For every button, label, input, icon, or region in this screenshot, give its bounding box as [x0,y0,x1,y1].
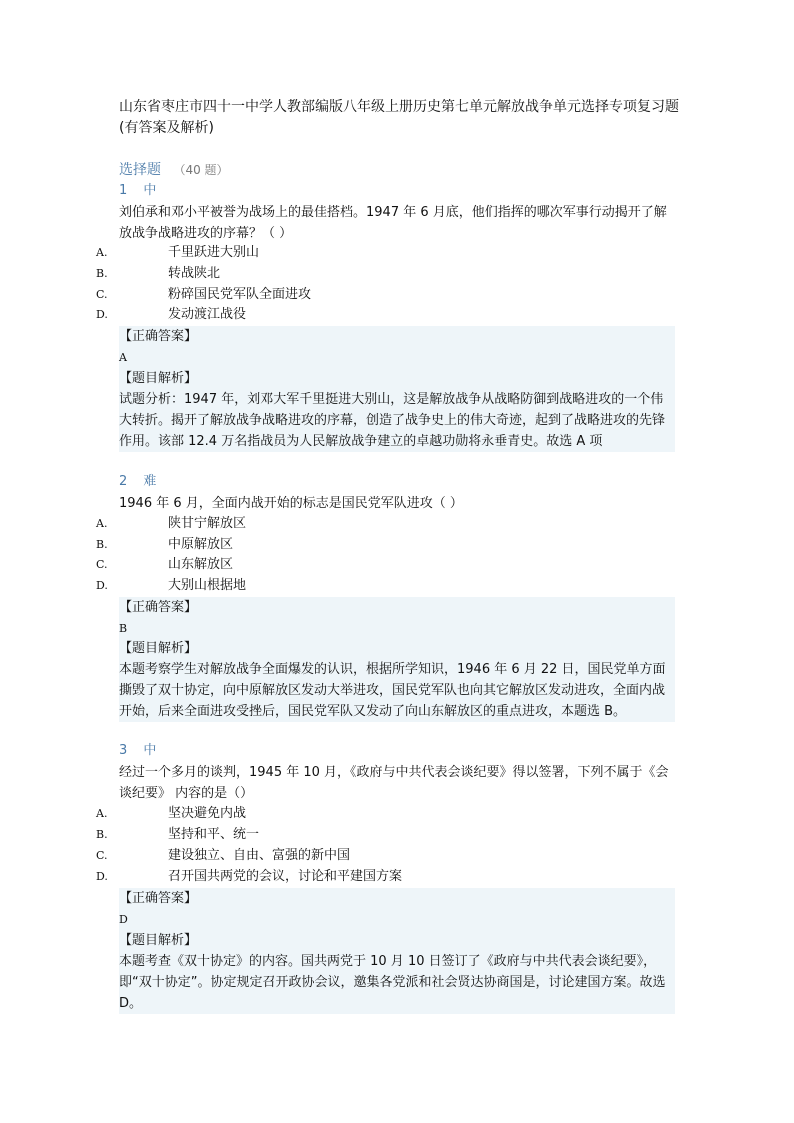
option-letter: D. [96,579,108,592]
option-d [96,305,676,325]
option-letter: C. [96,288,108,301]
option-a [96,243,676,263]
option-text: 陕甘宁解放区 [168,516,247,531]
analysis-heading: 【题目解析】 [119,641,198,656]
option-b [96,825,676,845]
option-text: 转战陕北 [168,266,221,281]
answer-box [119,597,675,639]
answer-value: B [119,622,128,635]
question-header [119,182,156,200]
question-number: 3 [119,743,128,758]
option-c [96,555,676,575]
option-letter: B. [96,267,108,280]
option-b [96,535,676,555]
option-letter: A. [96,246,108,259]
option-text: 大别山根据地 [168,578,247,593]
option-c [96,285,676,305]
option-text: 建设独立、自由、富强的新中国 [168,848,351,863]
answer-value: A [119,351,127,364]
option-d [96,867,676,887]
answer-box [119,326,675,368]
option-c [96,846,676,866]
analysis-box [119,930,675,1014]
document-title: 山东省枣庄市四十一中学人教部编版八年级上册历史第七单元解放战争单元选择专项复习题(有答案及解析) [119,99,679,136]
question-header [119,473,156,491]
difficulty-label: 中 [143,183,157,198]
analysis-heading: 【题目解析】 [119,933,198,948]
analysis-text: 本题考察学生对解放战争全面爆发的认识，根据所学知识，1946 年 6 月 22 日，国民党单方面撕毁了双十协定，向中原解放区发动大举进攻，国民党军队也向其它解放区发动进攻，全面内战开始，后来全面进攻受挫后，国民党军队又发动了向山东解放区的重点进攻，本题选 B。 [119,662,666,719]
question-number: 2 [119,474,128,489]
option-text: 召开国共两党的会议，讨论和平建国方案 [168,869,403,884]
difficulty-label: 难 [143,474,157,489]
answer-heading: 【正确答案】 [119,891,198,906]
analysis-heading: 【题目解析】 [119,371,198,386]
option-b [96,264,676,284]
section-header [119,160,229,180]
analysis-box [119,368,675,452]
answer-value: D [119,913,128,926]
option-letter: A. [96,517,108,530]
question-number: 1 [119,183,128,198]
option-a [96,804,676,824]
difficulty-label: 中 [143,743,157,758]
option-letter: B. [96,828,108,841]
analysis-text: 试题分析：1947 年，刘邓大军千里挺进大别山，这是解放战争从战略防御到战略进攻的一个伟大转折。揭开了解放战争战略进攻的序幕，创造了战争史上的伟大奇迹，起到了战略进攻的先锋作用。该部 12.4 万名指战员为人民解放战争建立的卓越功勋将永垂青史。故选 A 项 [119,392,666,449]
option-text: 发动渡江战役 [168,307,247,322]
option-text: 坚持和平、统一 [168,827,260,842]
option-text: 坚决避免内战 [168,806,247,821]
option-letter: A. [96,807,108,820]
option-letter: D. [96,870,108,883]
question-stem: 1946 年 6 月，全面内战开始的标志是国民党军队进攻（ ） [119,496,463,511]
analysis-box [119,638,675,722]
option-a [96,514,676,534]
option-letter: B. [96,538,108,551]
option-letter: C. [96,558,108,571]
option-d [96,576,676,596]
section-label: 选择题 [119,162,161,178]
question-stem: 经过一个多月的谈判，1945 年 10 月，《政府与中共代表会谈纪要》得以签署，下列不属于《会谈纪要》 内容的是（） [119,765,669,801]
analysis-text: 本题考查《双十协定》的内容。国共两党于 10 月 10 日签订了《政府与中共代表会谈纪要》，即“双十协定”。协定规定召开政协会议，邀集各党派和社会贤达协商国是，讨论建国方案。故选 D。 [119,954,666,1011]
option-letter: C. [96,849,108,862]
section-count: （40 题） [173,163,229,177]
option-text: 中原解放区 [168,537,234,552]
option-text: 粉碎国民党军队全面进攻 [168,287,312,302]
option-text: 千里跃进大别山 [168,245,260,260]
answer-heading: 【正确答案】 [119,600,198,615]
answer-box [119,888,675,930]
question-header [119,742,156,760]
answer-heading: 【正确答案】 [119,329,198,344]
option-text: 山东解放区 [168,557,234,572]
question-stem: 刘伯承和邓小平被誉为战场上的最佳搭档。1947 年 6 月底，他们指挥的哪次军事行动揭开了解放战争战略进攻的序幕？（ ） [119,205,667,241]
option-letter: D. [96,308,108,321]
